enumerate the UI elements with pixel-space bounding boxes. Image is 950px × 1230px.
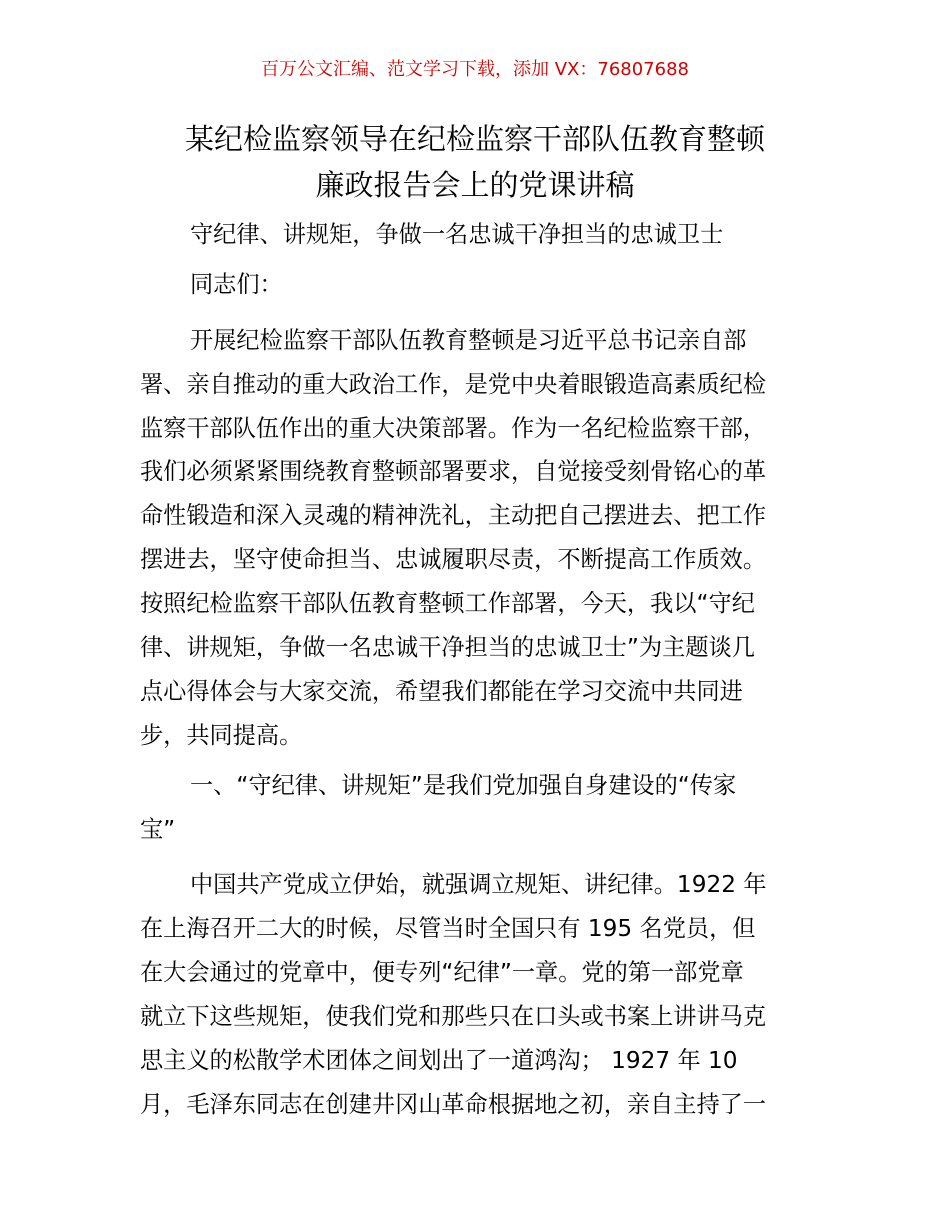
paragraph-history xyxy=(140,863,812,1126)
paragraph-line: 署、亲自推动的重大政治工作，是党中央着眼锻造高素质纪检 xyxy=(140,370,767,398)
document-body xyxy=(140,213,812,1127)
subtitle: 守纪律、讲规矩，争做一名忠诚干净担当的忠诚卫士 xyxy=(190,221,724,248)
paragraph-line: 思主义的松散学术团体之间划出了一道鸿沟； 1927 年 10 xyxy=(140,1047,738,1075)
paragraph-line: 监察干部队伍作出的重大决策部署。作为一名纪检监察干部， xyxy=(140,414,767,442)
paragraph-line: 月，毛泽东同志在创建井冈山革命根据地之初，亲自主持了一 xyxy=(140,1090,767,1118)
title-line-1: 某纪检监察领导在纪检监察干部队伍教育整顿 xyxy=(184,122,765,156)
title-line-2: 廉政报告会上的党课讲稿 xyxy=(315,168,635,202)
paragraph-line: 我们必须紧紧围绕教育整顿部署要求，自觉接受刻骨铭心的革 xyxy=(140,458,767,486)
section-heading-1 xyxy=(140,764,812,852)
paragraph-line: 在上海召开二大的时候，尽管当时全国只有 195 名党员，但 xyxy=(140,915,756,943)
paragraph-line: 点心得体会与大家交流，希望我们都能在学习交流中共同进 xyxy=(140,677,743,705)
watermark-header: 百万公文汇编、范文学习下载，添加 VX：76807688 xyxy=(261,59,689,80)
section-heading-line: 宝” xyxy=(140,815,176,843)
paragraph-line: 步，共同提高。 xyxy=(140,721,303,749)
salutation: 同志们： xyxy=(190,270,283,298)
paragraph-line: 中国共产党成立伊始，就强调立规矩、讲纪律。1922 年 xyxy=(190,871,767,899)
paragraph-line: 命性锻造和深入灵魂的精神洗礼，主动把自己摆进去、把工作 xyxy=(140,502,767,530)
paragraph-line: 律、讲规矩，争做一名忠诚干净担当的忠诚卫士”为主题谈几 xyxy=(140,634,755,662)
paragraph-line: 在大会通过的党章中，便专列“纪律”一章。党的第一部党章 xyxy=(140,959,744,987)
document-title xyxy=(100,116,850,208)
paragraph-line: 按照纪检监察干部队伍教育整顿工作部署，今天，我以“守纪 xyxy=(140,590,755,618)
paragraph-line: 开展纪检监察干部队伍教育整顿是习近平总书记亲自部 xyxy=(190,326,747,354)
paragraph-intro xyxy=(140,319,812,758)
paragraph-line: 就立下这些规矩，使我们党和那些只在口头或书案上讲讲马克 xyxy=(140,1003,767,1031)
paragraph-line: 摆进去，坚守使命担当、忠诚履职尽责，不断提高工作质效。 xyxy=(140,546,767,574)
section-heading-line: 一、“守纪律、讲规矩”是我们党加强自身建设的“传家 xyxy=(190,771,737,799)
